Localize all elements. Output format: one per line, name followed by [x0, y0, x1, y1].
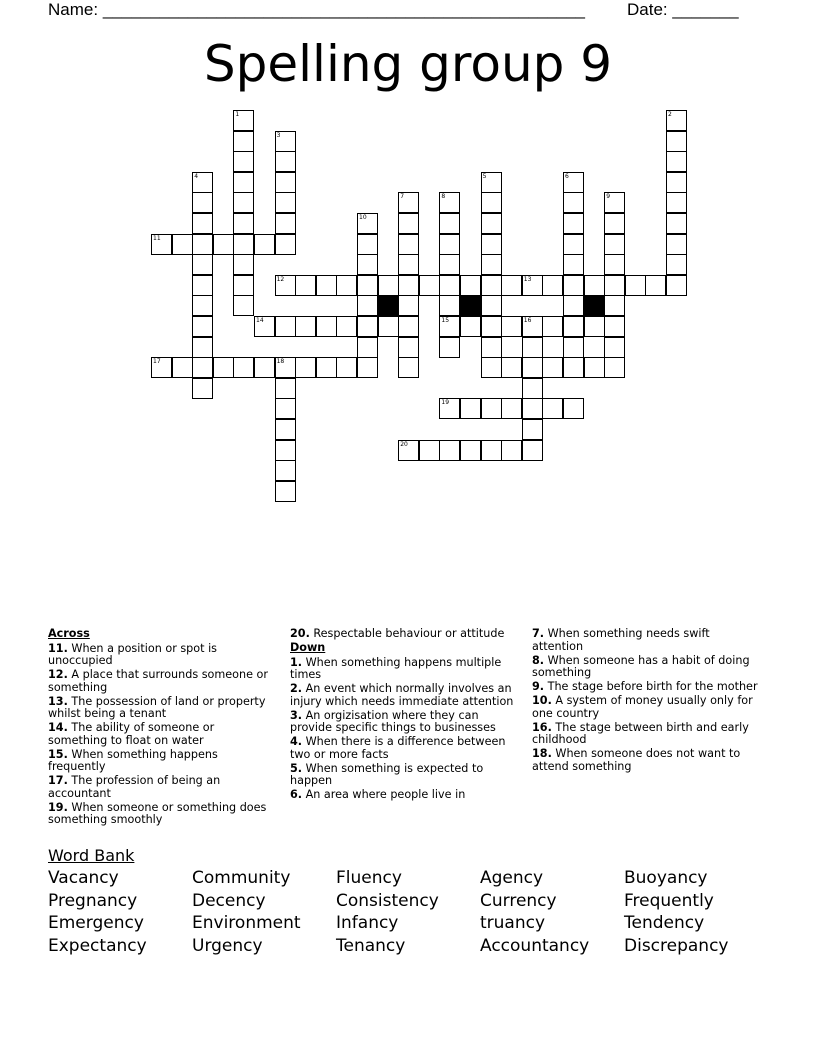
grid-cell[interactable] [439, 398, 460, 419]
cell-number: 19 [441, 399, 450, 407]
grid-cell[interactable] [233, 213, 254, 234]
clue-item [290, 710, 518, 735]
clue-item [290, 657, 518, 682]
grid-cell[interactable] [172, 357, 193, 378]
cell-number: 14 [256, 317, 264, 324]
grid-cell[interactable] [481, 213, 502, 234]
grid-cell[interactable] [563, 192, 584, 213]
word-bank-item: Community [192, 868, 291, 888]
grid-cell[interactable] [357, 234, 378, 255]
clue-text: A system of money usually only for one country [532, 694, 753, 720]
down-heading: Down [290, 641, 326, 654]
clue-number: 15. [48, 747, 68, 761]
clue-number: 20. [290, 627, 310, 640]
clue-number: 11. [48, 641, 68, 655]
clue-text: The profession of being an accountant [48, 774, 221, 800]
grid-cell[interactable] [604, 316, 625, 337]
word-bank-item: Pregnancy [48, 890, 138, 911]
grid-cell[interactable] [439, 440, 460, 461]
cell-number: 15 [441, 317, 450, 324]
cell-number: 3 [276, 131, 281, 139]
clue-text: The stage between birth and early childhood [532, 720, 749, 746]
grid-cell[interactable] [584, 316, 605, 337]
grid-cell[interactable] [522, 275, 543, 296]
clues-column-3 [532, 628, 760, 775]
grid-cell[interactable] [460, 316, 481, 337]
grid-cell[interactable] [563, 398, 584, 419]
clue-item [532, 695, 760, 720]
grid-cell[interactable] [357, 213, 378, 234]
grid-cell[interactable] [481, 234, 502, 255]
clue-text: When something happens frequently [48, 747, 218, 773]
clue-number: 4. [290, 735, 303, 748]
clue-item [532, 681, 760, 694]
clue-number: 17. [48, 774, 68, 787]
grid-cell[interactable] [481, 398, 502, 419]
cell-number: 5 [482, 172, 487, 180]
grid-cell[interactable] [398, 316, 419, 337]
grid-cell[interactable] [192, 295, 213, 316]
clue-text: When something happens multiple times [290, 655, 502, 681]
page-title: Spelling group 9 [203, 35, 613, 93]
grid-cell[interactable] [233, 234, 254, 255]
grid-cell[interactable] [275, 192, 296, 213]
clues-column-2 [290, 628, 518, 803]
name-line: ___________________________________________________ [102, 0, 585, 19]
grid-cell[interactable] [501, 275, 522, 296]
grid-cell[interactable] [357, 357, 378, 378]
word-bank-item: Currency [480, 890, 557, 911]
grid-cell[interactable] [501, 440, 522, 461]
grid-cell[interactable] [275, 151, 296, 172]
grid-cell[interactable] [336, 316, 357, 337]
clue-number: 18. [532, 747, 552, 760]
grid-cell[interactable] [398, 357, 419, 378]
grid-cell[interactable] [439, 337, 460, 358]
clue-number: 6. [290, 788, 303, 801]
date-line: _______ [672, 0, 739, 19]
grid-cell[interactable] [419, 275, 440, 296]
clue-text: When someone has a habit of doing something [532, 653, 750, 679]
cell-number: 11 [153, 234, 161, 242]
black-square [378, 295, 399, 316]
clue-20 [290, 628, 518, 641]
grid-cell[interactable] [604, 275, 625, 296]
clue-number: 5. [290, 761, 303, 775]
grid-cell[interactable] [522, 398, 543, 419]
clue-item [532, 748, 760, 773]
grid-cell[interactable] [439, 213, 460, 234]
grid-cell[interactable] [233, 131, 254, 152]
grid-cell[interactable] [398, 234, 419, 255]
crossword-grid [0, 0, 816, 520]
grid-cell[interactable] [357, 316, 378, 337]
grid-cell[interactable] [233, 172, 254, 193]
grid-cell[interactable] [357, 337, 378, 358]
clue-number: 2. [290, 682, 303, 695]
word-bank-title: Word Bank [48, 846, 135, 865]
grid-cell[interactable] [233, 192, 254, 213]
cell-number: 1 [235, 111, 240, 118]
cell-number: 2 [668, 111, 672, 118]
clue-text: When something needs swift attention [532, 627, 710, 653]
grid-cell[interactable] [666, 192, 687, 213]
grid-cell[interactable] [481, 337, 502, 358]
grid-cell[interactable] [316, 275, 337, 296]
clue-number: 13. [48, 694, 68, 708]
grid-cell[interactable] [460, 440, 481, 461]
grid-cell[interactable] [563, 172, 584, 193]
clue-number: 7. [532, 627, 545, 640]
grid-cell[interactable] [254, 357, 275, 378]
clue-text: When a position or spot is unoccupied [48, 641, 218, 667]
clue-text: The ability of someone or something to float on water [48, 721, 215, 747]
grid-cell[interactable] [254, 316, 275, 337]
grid-cell[interactable] [666, 234, 687, 255]
cell-number: 10 [359, 214, 367, 221]
grid-cell[interactable] [254, 234, 275, 255]
grid-cell[interactable] [233, 254, 254, 275]
grid-cell[interactable] [275, 275, 296, 296]
clue-item [290, 736, 518, 761]
grid-cell[interactable] [501, 357, 522, 378]
grid-cell[interactable] [563, 234, 584, 255]
grid-cell[interactable] [666, 110, 687, 131]
grid-cell[interactable] [398, 213, 419, 234]
grid-cell[interactable] [439, 234, 460, 255]
clue-text: When someone or something does something smoothly [48, 800, 267, 826]
grid-cell[interactable] [336, 357, 357, 378]
grid-cell[interactable] [563, 275, 584, 296]
clue-item [48, 802, 276, 827]
cell-number: 7 [400, 193, 405, 201]
clue-number: 9. [532, 680, 545, 693]
grid-cell[interactable] [439, 192, 460, 213]
clue-number: 14. [48, 721, 68, 734]
clue-text: The possession of land or property whilst being a tenant [48, 694, 266, 720]
grid-cell[interactable] [501, 316, 522, 337]
grid-cell[interactable] [481, 192, 502, 213]
word-bank-item: Tenancy [336, 935, 406, 956]
word-bank-item: Fluency [336, 868, 402, 888]
grid-cell[interactable] [316, 316, 337, 337]
grid-cell[interactable] [666, 131, 687, 152]
clue-number: 16. [532, 720, 552, 734]
grid-cell[interactable] [542, 398, 563, 419]
grid-cell[interactable] [563, 254, 584, 275]
grid-cell[interactable] [398, 337, 419, 358]
grid-cell[interactable] [295, 316, 316, 337]
grid-cell[interactable] [192, 337, 213, 358]
word-bank-item: Urgency [192, 935, 263, 956]
word-bank-item: Frequently [624, 890, 714, 911]
grid-cell[interactable] [604, 254, 625, 275]
clue-item [532, 655, 760, 680]
word-bank-item: Environment [192, 913, 301, 933]
grid-cell[interactable] [542, 357, 563, 378]
grid-cell[interactable] [481, 316, 502, 337]
clue-item [48, 643, 276, 668]
clue-text: When someone does not want to attend something [532, 747, 741, 773]
grid-cell[interactable] [151, 234, 172, 255]
grid-cell[interactable] [542, 275, 563, 296]
grid-cell[interactable] [172, 234, 193, 255]
grid-cell[interactable] [275, 234, 296, 255]
grid-cell[interactable] [295, 275, 316, 296]
grid-cell[interactable] [604, 295, 625, 316]
grid-cell[interactable] [666, 151, 687, 172]
grid-cell[interactable] [625, 275, 646, 296]
grid-cell[interactable] [419, 440, 440, 461]
grid-cell[interactable] [192, 357, 213, 378]
grid-cell[interactable] [192, 316, 213, 337]
clue-item [532, 722, 760, 747]
word-bank-item: Infancy [336, 913, 399, 933]
grid-cell[interactable] [398, 254, 419, 275]
grid-cell[interactable] [666, 254, 687, 275]
grid-cell[interactable] [316, 357, 337, 378]
clue-item [290, 683, 518, 708]
cell-number: 12 [276, 275, 285, 283]
grid-cell[interactable] [604, 192, 625, 213]
grid-cell[interactable] [645, 275, 666, 296]
clue-text: A place that surrounds someone or something [48, 668, 268, 694]
grid-cell[interactable] [192, 275, 213, 296]
grid-cell[interactable] [357, 275, 378, 296]
grid-cell[interactable] [501, 398, 522, 419]
clue-number: 10. [532, 694, 552, 707]
clue-text: When there is a difference between two or more facts [290, 735, 506, 761]
grid-cell[interactable] [192, 254, 213, 275]
grid-cell[interactable] [522, 378, 543, 399]
across-heading: Across [48, 627, 90, 640]
word-bank-item: Decency [192, 890, 266, 911]
grid-cell[interactable] [398, 192, 419, 213]
grid-cell[interactable] [460, 275, 481, 296]
grid-cell[interactable] [295, 357, 316, 378]
grid-cell[interactable] [604, 234, 625, 255]
grid-cell[interactable] [481, 172, 502, 193]
cell-number: 17 [153, 358, 161, 366]
grid-cell[interactable] [213, 357, 234, 378]
grid-cell[interactable] [275, 316, 296, 337]
grid-cell[interactable] [584, 275, 605, 296]
clue-number: 1. [290, 655, 303, 669]
grid-cell[interactable] [192, 192, 213, 213]
clue-item [48, 722, 276, 747]
word-bank-item: truancy [480, 913, 546, 933]
word-bank [48, 868, 768, 958]
grid-cell[interactable] [275, 460, 296, 481]
grid-cell[interactable] [151, 357, 172, 378]
grid-cell[interactable] [192, 378, 213, 399]
grid-cell[interactable] [481, 275, 502, 296]
clue-text: When something is expected to happen [290, 761, 484, 787]
grid-cell[interactable] [357, 295, 378, 316]
grid-cell[interactable] [275, 378, 296, 399]
grid-cell[interactable] [522, 357, 543, 378]
grid-cell[interactable] [439, 275, 460, 296]
grid-cell[interactable] [584, 357, 605, 378]
grid-cell[interactable] [563, 357, 584, 378]
grid-cell[interactable] [336, 275, 357, 296]
grid-cell[interactable] [563, 337, 584, 358]
clues-column-1 [48, 628, 276, 828]
grid-cell[interactable] [522, 316, 543, 337]
grid-cell[interactable] [275, 419, 296, 440]
grid-cell[interactable] [481, 254, 502, 275]
grid-cell[interactable] [398, 275, 419, 296]
grid-cell[interactable] [481, 295, 502, 316]
grid-cell[interactable] [192, 234, 213, 255]
grid-cell[interactable] [666, 172, 687, 193]
clue-text: An event which normally involves an injury which needs immediate attention [290, 682, 514, 708]
grid-cell[interactable] [233, 357, 254, 378]
grid-cell[interactable] [604, 337, 625, 358]
grid-cell[interactable] [233, 275, 254, 296]
date-label: Date: [627, 0, 668, 19]
clue-item [290, 763, 518, 788]
grid-cell[interactable] [357, 254, 378, 275]
clue-number: 8. [532, 653, 545, 667]
cell-number: 9 [606, 193, 611, 201]
grid-cell[interactable] [563, 213, 584, 234]
clue-item [48, 696, 276, 721]
grid-cell[interactable] [275, 357, 296, 378]
grid-cell[interactable] [192, 213, 213, 234]
grid-cell[interactable] [563, 295, 584, 316]
grid-cell[interactable] [481, 440, 502, 461]
clue-text: An area where people live in [305, 788, 466, 801]
grid-cell[interactable] [439, 254, 460, 275]
grid-cell[interactable] [378, 275, 399, 296]
name-label: Name: [48, 0, 99, 19]
grid-cell[interactable] [275, 172, 296, 193]
word-bank-item: Agency [480, 868, 544, 888]
cell-number: 16 [523, 317, 532, 324]
grid-cell[interactable] [604, 213, 625, 234]
word-bank-item: Tendency [624, 913, 705, 933]
grid-cell[interactable] [233, 110, 254, 131]
grid-cell[interactable] [439, 316, 460, 337]
grid-cell[interactable] [233, 151, 254, 172]
grid-cell[interactable] [563, 316, 584, 337]
grid-cell[interactable] [275, 440, 296, 461]
grid-cell[interactable] [398, 440, 419, 461]
cell-number: 6 [565, 172, 569, 180]
clue-item [532, 628, 760, 653]
clue-item [48, 775, 276, 800]
cell-number: 13 [523, 275, 532, 283]
clue-item [48, 669, 276, 694]
black-square [584, 295, 605, 316]
grid-cell[interactable] [192, 172, 213, 193]
word-bank-item: Discrepancy [624, 935, 729, 956]
grid-cell[interactable] [522, 440, 543, 461]
word-bank-item: Consistency [336, 890, 439, 911]
clue-text: The stage before birth for the mother [547, 680, 758, 693]
grid-cell[interactable] [275, 481, 296, 502]
clue-number: 19. [48, 800, 68, 814]
grid-cell[interactable] [233, 295, 254, 316]
grid-cell[interactable] [213, 234, 234, 255]
word-bank-item: Vacancy [48, 868, 119, 888]
cell-number: 4 [194, 172, 199, 180]
grid-cell[interactable] [398, 295, 419, 316]
grid-cell[interactable] [378, 316, 399, 337]
grid-cell[interactable] [460, 398, 481, 419]
word-bank-item: Expectancy [48, 935, 147, 956]
grid-cell[interactable] [275, 131, 296, 152]
word-bank-item: Buoyancy [624, 868, 708, 888]
word-bank-item: Accountancy [480, 935, 590, 956]
grid-cell[interactable] [666, 213, 687, 234]
grid-cell[interactable] [542, 316, 563, 337]
clue-number: 3. [290, 708, 303, 722]
cell-number: 18 [276, 358, 285, 366]
clue-text: An orgizisation where they can provide specific things to businesses [290, 708, 496, 734]
grid-cell[interactable] [522, 419, 543, 440]
grid-cell[interactable] [604, 357, 625, 378]
grid-cell[interactable] [522, 337, 543, 358]
clue-number: 12. [48, 668, 68, 681]
clue-item [290, 789, 518, 802]
clue-item [48, 749, 276, 774]
cell-number: 8 [441, 193, 446, 201]
grid-cell[interactable] [439, 295, 460, 316]
black-square [460, 295, 481, 316]
clue-text: Respectable behaviour or attitude [313, 627, 505, 640]
grid-cell[interactable] [666, 275, 687, 296]
grid-cell[interactable] [275, 398, 296, 419]
cell-number: 20 [400, 440, 408, 448]
grid-cell[interactable] [481, 357, 502, 378]
word-bank-item: Emergency [48, 913, 144, 933]
grid-cell[interactable] [275, 213, 296, 234]
